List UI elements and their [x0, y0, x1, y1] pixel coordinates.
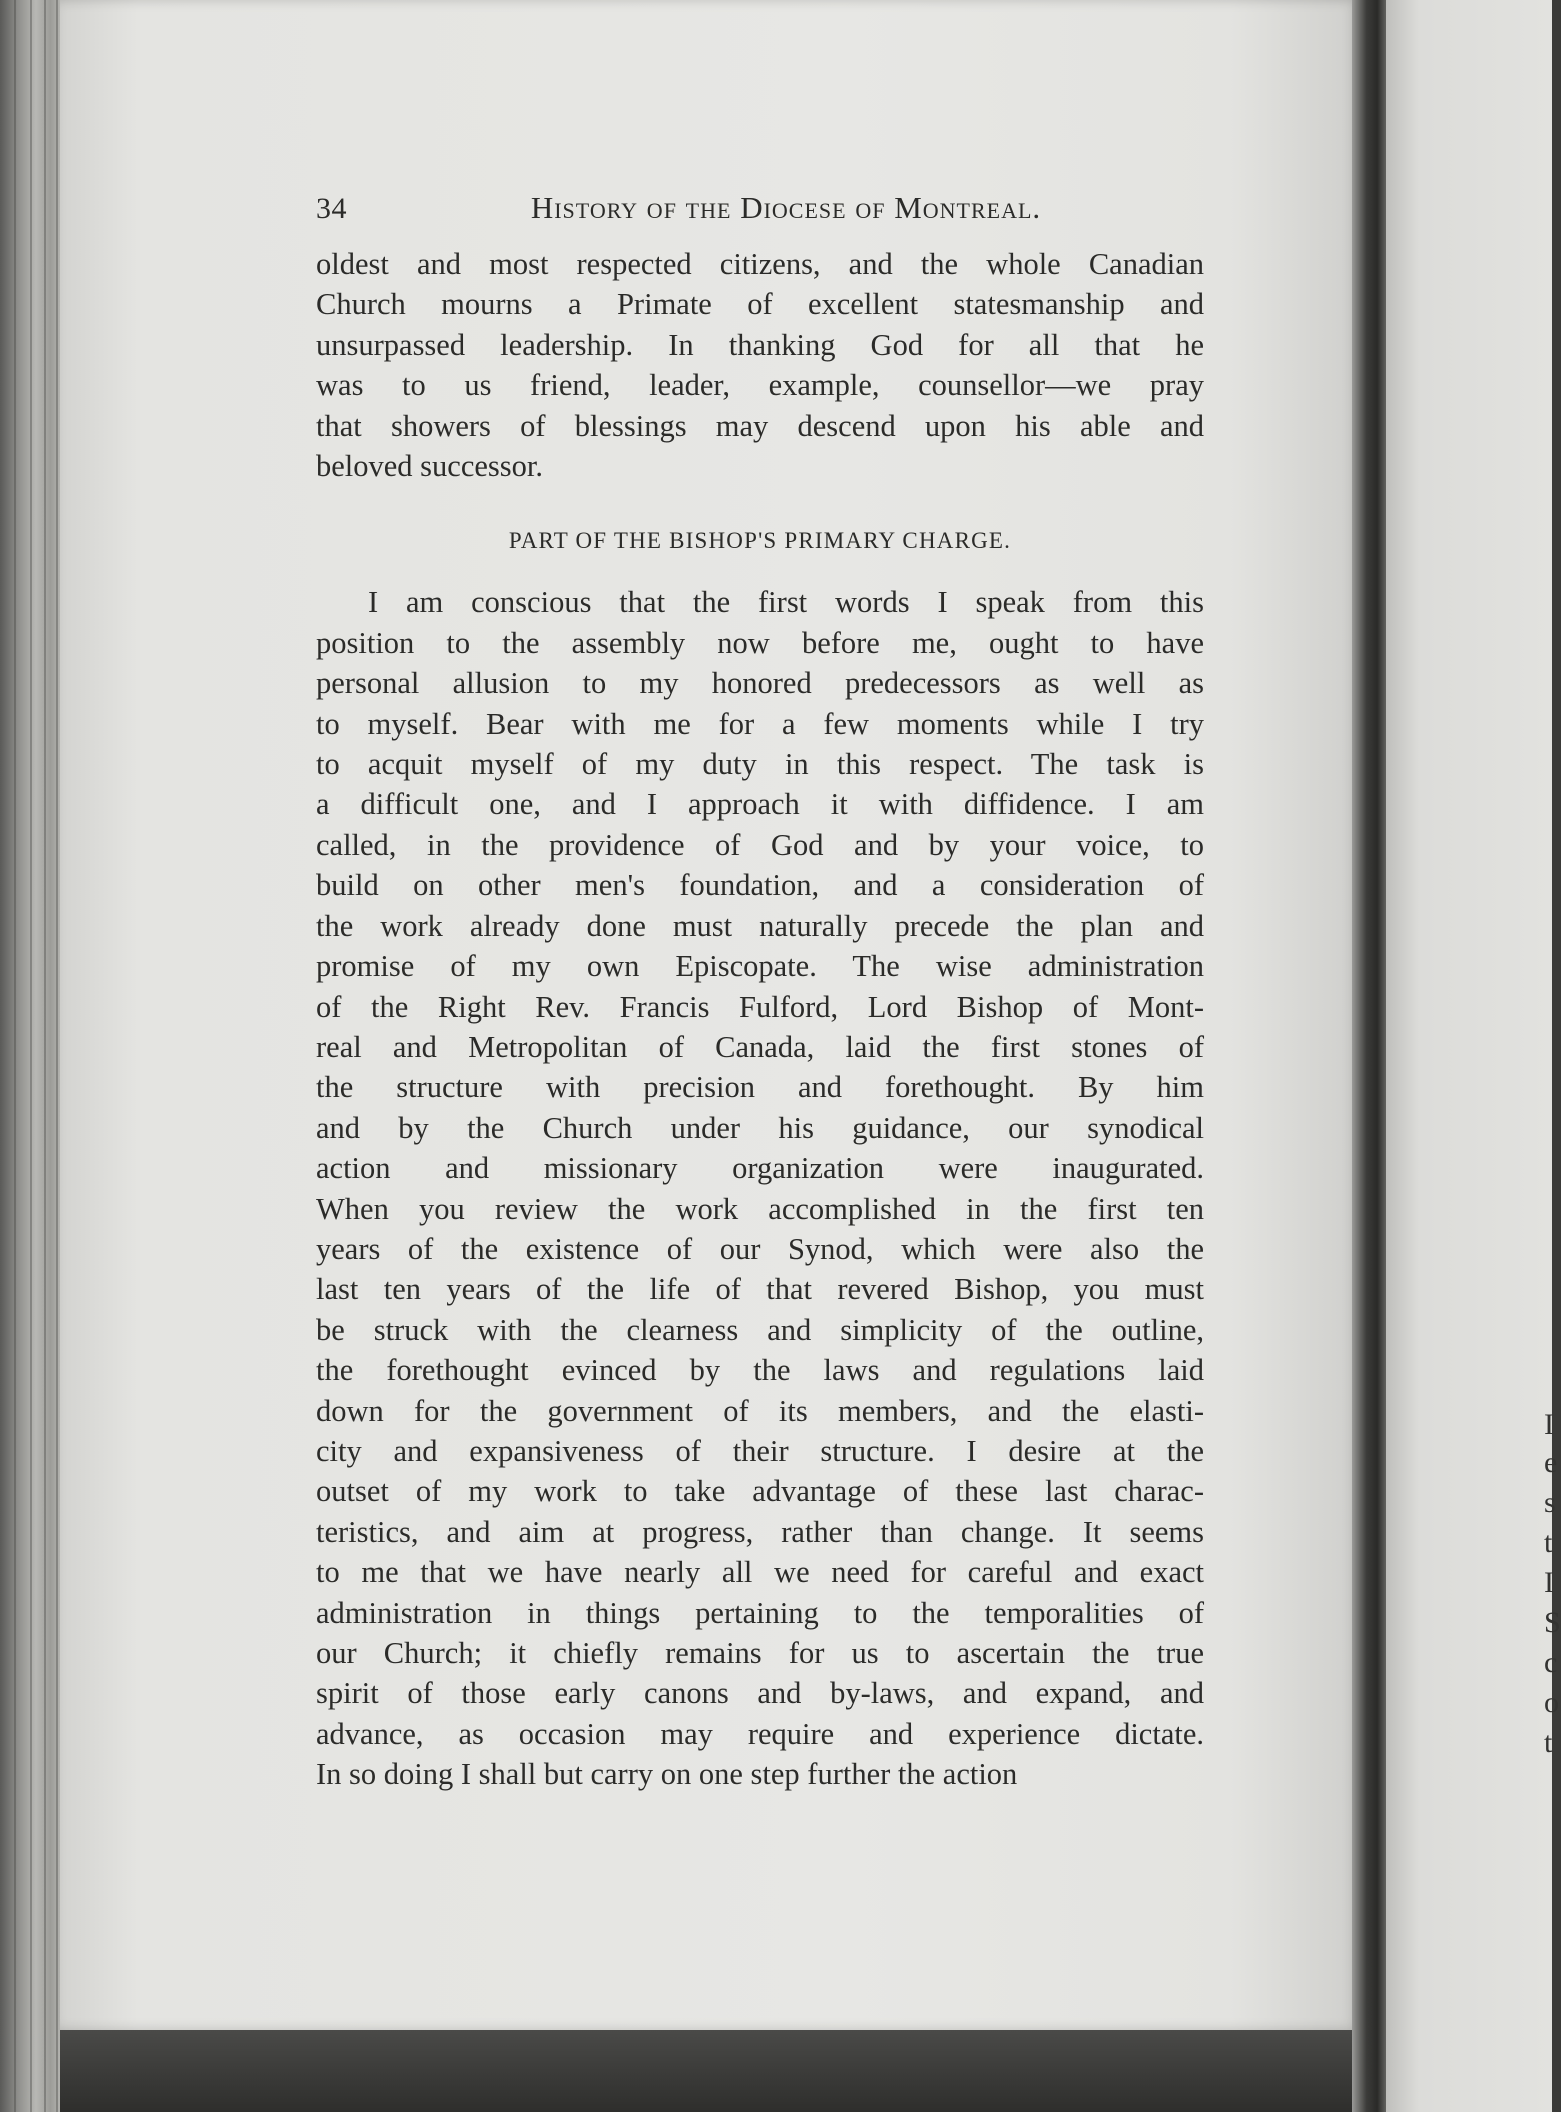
text-line: the structure with precision and forethought. By him — [316, 1070, 1204, 1105]
facing-page-fragment: S — [1544, 1606, 1561, 1639]
text-line: of the Right Rev. Francis Fulford, Lord Bishop of Mont- — [316, 989, 1204, 1024]
text-line: that showers of blessings may descend upon his able and — [316, 408, 1204, 443]
text-line: teristics, and aim at progress, rather than change. It seems — [316, 1514, 1204, 1549]
facing-page-fragment: t — [1544, 1526, 1553, 1559]
text-line: city and expansiveness of their structure. I desire at the — [316, 1433, 1204, 1468]
text-line: personal allusion to my honored predecessors as well as — [316, 666, 1204, 701]
text-line: oldest and most respected citizens, and the whole Canadian — [316, 247, 1204, 281]
facing-page-fragment: I — [1544, 1408, 1554, 1441]
text-line: action and missionary organization were inaugurated. — [316, 1151, 1204, 1186]
text-line: administration in things pertaining to the temporalities of — [316, 1595, 1204, 1630]
facing-page-fragment: e — [1544, 1446, 1558, 1479]
text-line: last ten years of the life of that revered Bishop, you must — [316, 1272, 1204, 1307]
text-line: build on other men's foundation, and a consideration of — [316, 868, 1204, 903]
page-bottom-shadow — [60, 2030, 1360, 2112]
text-line: the work already done must naturally precede the plan and — [316, 908, 1204, 943]
paragraph-primary-charge — [316, 582, 1204, 1794]
text-line: unsurpassed leadership. In thanking God for all that he — [316, 327, 1204, 362]
page-number: 34 — [316, 192, 347, 225]
text-line: called, in the providence of God and by your voice, to — [316, 827, 1204, 862]
text-line: was to us friend, leader, example, counsellor—we pray — [316, 368, 1204, 403]
text-line: a difficult one, and I approach it with diffidence. I am — [316, 787, 1204, 822]
text-line: real and Metropolitan of Canada, laid the first stones of — [316, 1029, 1204, 1064]
facing-page — [1386, 0, 1561, 2112]
page-title: History of the Diocese of Montreal. — [530, 190, 1042, 225]
text-line: advance, as occasion may require and experience dictate. — [316, 1716, 1204, 1751]
text-line: to myself. Bear with me for a few moments while I try — [316, 706, 1204, 741]
page-edge-line — [14, 0, 16, 2112]
facing-page-fragment: o — [1544, 1686, 1559, 1719]
page-edge-line — [30, 0, 32, 2112]
text-line: our Church; it chiefly remains for us to ascertain the true — [316, 1636, 1204, 1670]
text-line: down for the government of its members, and the elasti- — [316, 1393, 1204, 1428]
text-line: beloved successor. — [316, 449, 543, 484]
text-line: outset of my work to take advantage of these last charac- — [316, 1474, 1204, 1509]
page-edge-line — [44, 0, 46, 2112]
text-line: Church mourns a Primate of excellent statesmanship and — [316, 287, 1204, 322]
text-line: years of the existence of our Synod, which were also the — [316, 1231, 1204, 1266]
facing-page-fragment: c — [1544, 1646, 1558, 1679]
book-gutter — [1352, 0, 1388, 2112]
page-text-block — [316, 190, 1204, 1795]
text-line: When you review the work accomplished in the first ten — [316, 1191, 1204, 1226]
facing-page-fragment: I — [1544, 1566, 1554, 1599]
facing-page-fragment: t — [1544, 1726, 1553, 1759]
text-line: to me that we have nearly all we need for careful and exact — [316, 1555, 1204, 1590]
text-line: be struck with the clearness and simplicity of the outline, — [316, 1312, 1204, 1347]
paragraph-continued — [316, 244, 1204, 486]
text-line: I am conscious that the first words I speak from this — [368, 585, 1204, 620]
text-line: promise of my own Episcopate. The wise administration — [316, 949, 1204, 984]
text-line: the forethought evinced by the laws and regulations laid — [316, 1353, 1204, 1388]
text-line: In so doing I shall but carry on one step further the action — [316, 1757, 1018, 1792]
text-line: and by the Church under his guidance, our synodical — [316, 1110, 1204, 1145]
section-heading: PART OF THE BISHOP'S PRIMARY CHARGE. — [508, 528, 1012, 554]
text-line: spirit of those early canons and by-laws, and expand, and — [316, 1676, 1204, 1711]
text-line: position to the assembly now before me, ought to have — [316, 625, 1204, 660]
text-line: to acquit myself of my duty in this respect. The task is — [316, 747, 1204, 782]
facing-page-fragment: s — [1544, 1486, 1556, 1519]
running-head — [316, 190, 1204, 234]
page-edge-line — [56, 0, 58, 2112]
